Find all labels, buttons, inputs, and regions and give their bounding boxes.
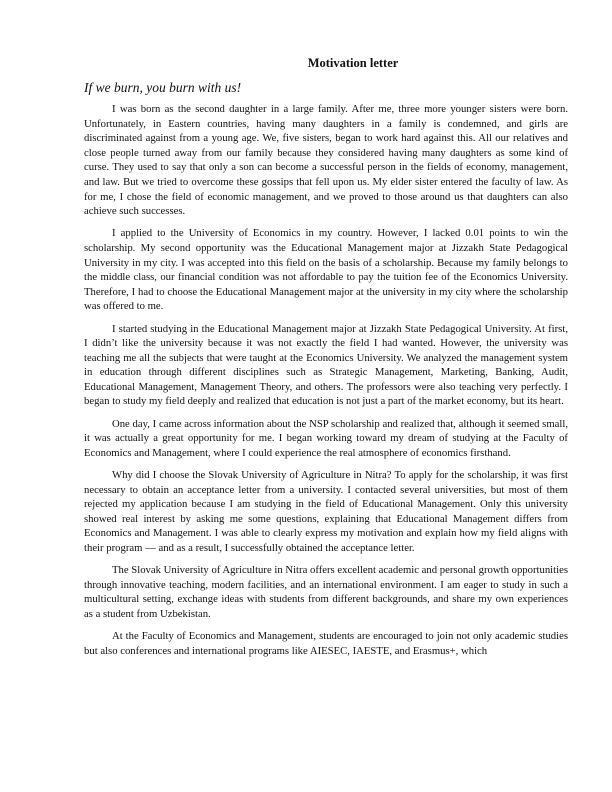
- epigraph: If we burn, you burn with us!: [84, 80, 242, 95]
- paragraph-3: I started studying in the Educational Management major at Jizzakh State Pedagogical University. At first, I didn’t like the university because it was not exactly the field I had wanted. However, the university was teaching me all the subjects that were taught at the Economics University. We analyzed the management system in education through different disciplines such as Strategic Management, Marketing, Banking, Audit, Educational Management, Management Theory, and others. The professors were also teaching very perfectly. I began to study my field deeply and realized that education is not just a part of the market economy, but its heart.: [84, 322, 568, 408]
- paragraph-2: I applied to the University of Economics in my country. However, I lacked 0.01 points to win the scholarship. My second opportunity was the Educational Management major at Jizzakh State Pedagogical University in my city. I was accepted into this field on the basis of a scholarship. Because my family belongs to the middle class, our financial condition was not affordable to pay the tuition fee of the Economics University. Therefore, I had to choose the Educational Management major at the university in my city where the scholarship was offered to me.: [84, 227, 568, 313]
- paragraph-7: At the Faculty of Economics and Management, students are encouraged to join not only academic studies but also conferences and international programs like AIESEC, IAESTE, and Erasmus+, which: [84, 630, 568, 657]
- letter-page: [84, 55, 568, 666]
- paragraph-4: One day, I came across information about the NSP scholarship and realized that, although it seemed small, it was actually a great opportunity for me. I began working toward my dream of studying at the Faculty of Economics and Management, where I could experience the real atmosphere of economics firsthand.: [84, 417, 568, 459]
- paragraph-6: The Slovak University of Agriculture in Nitra offers excellent academic and personal growth opportunities through innovative teaching, modern facilities, and an international environment. I am eager to study in such a multicultural setting, exchange ideas with students from different backgrounds, and share my own experiences as a student from Uzbekistan.: [84, 564, 568, 620]
- letter-title: Motivation letter: [307, 56, 399, 70]
- paragraph-1: I was born as the second daughter in a large family. After me, three more younger sisters were born. Unfortunately, in Eastern countries, having many daughters in a family is condemned, and girls are discriminated against from a young age. We, five sisters, began to work hard against this. All our relatives and close people turned away from our family because they considered having many daughters as some kind of curse. They used to say that only a son can become a successful person in the fields of economy, management, and law. But we tried to overcome these gossips that fell upon us. My elder sister entered the faculty of law. As for me, I chose the field of economic management, and we proved to those around us that daughters can also achieve such successes.: [84, 103, 568, 218]
- paragraph-5: Why did I choose the Slovak University of Agriculture in Nitra? To apply for the scholarship, it was first necessary to obtain an acceptance letter from a university. I contacted several universities, but most of them rejected my application because I am studying in the field of Educational Management. Only this university showed real interest by asking me some questions, explaining that Educational Management differs from Economics and Management. I was able to clearly express my motivation and explain how my field aligns with their program — and as a result, I successfully obtained the acceptance letter.: [84, 469, 568, 554]
